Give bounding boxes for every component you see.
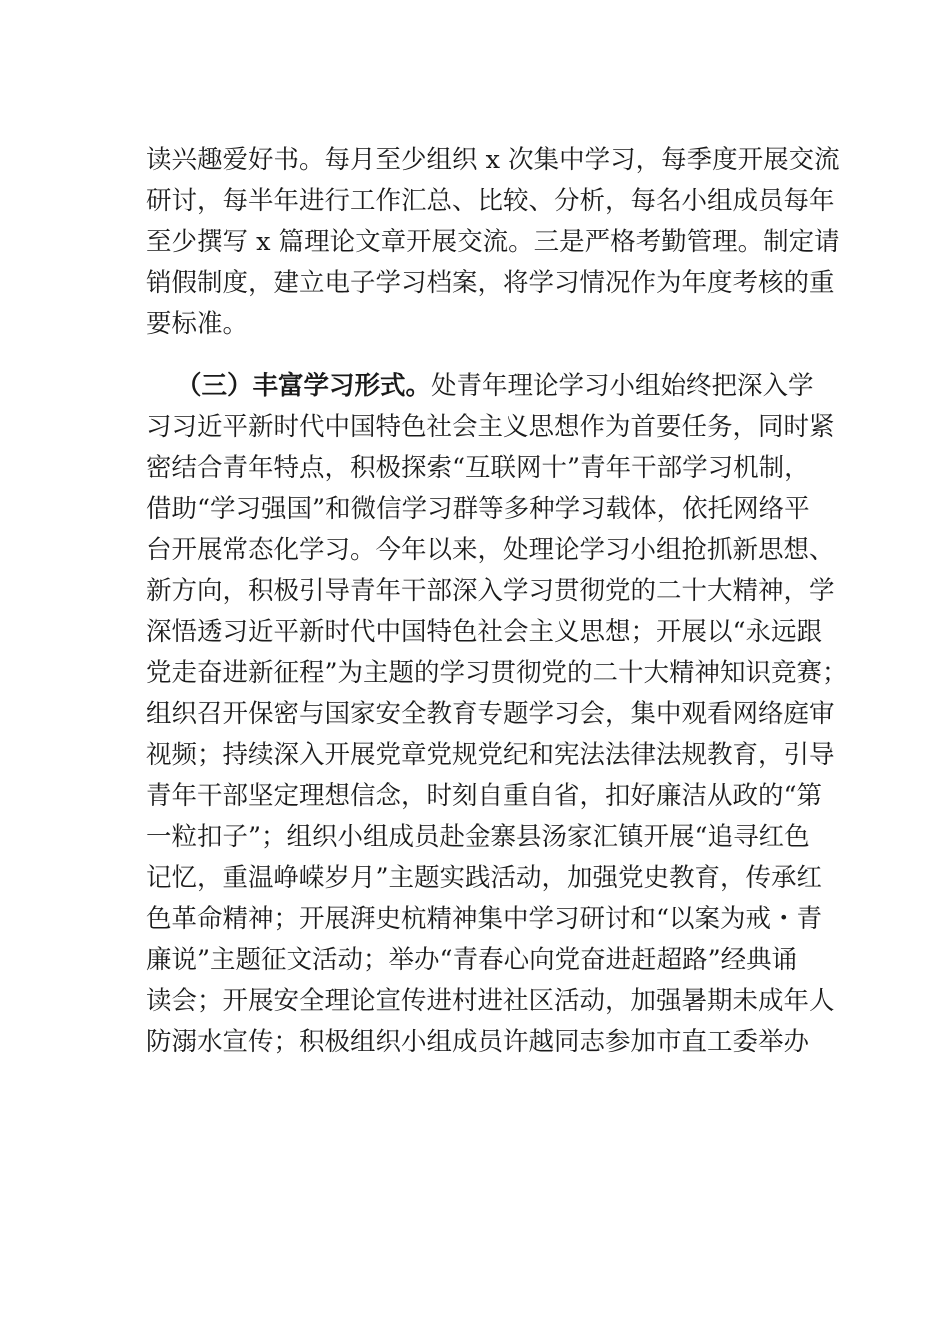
paragraph-study-management [146, 140, 840, 345]
text-line: 研讨，每半年进行工作汇总、比较、分析，每名小组成员每年 [146, 186, 835, 216]
text-line: 要标准。 [146, 309, 249, 339]
text-line: 新方向，积极引导青年干部深入学习贯彻党的二十大精神，学 [146, 576, 835, 606]
text-line: 组织召开保密与国家安全教育专题学习会，集中观看网络庭审 [146, 699, 835, 729]
text-line: 防溺水宣传；积极组织小组成员许越同志参加市直工委举办 [146, 1027, 810, 1057]
text-line: 一粒扣子”；组织小组成员赴金寨县汤家汇镇开展“追寻红色 [146, 822, 810, 852]
text-line: 廉说”主题征文活动；举办“青春心向党奋进赶超路”经典诵 [146, 945, 798, 975]
text-line: 党走奋进新征程”为主题的学习贯彻党的二十大精神知识竞赛； [146, 658, 848, 688]
text-line: 读会；开展安全理论宣传进村进社区活动，加强暑期未成年人 [146, 986, 835, 1016]
text-line: 色革命精神；开展湃史杭精神集中学习研讨和“以案为戒・青 [146, 904, 823, 934]
paragraph-study-forms [146, 366, 848, 1063]
paragraph-first-line [146, 366, 836, 407]
text-line: 读兴趣爱好书。每月至少组织 x 次集中学习，每季度开展交流 [146, 145, 840, 175]
text-line: 台开展常态化学习。今年以来，处理论学习小组抢抓新思想、 [146, 535, 835, 565]
text-line: 借助“学习强国”和微信学习群等多种学习载体，依托网络平 [146, 494, 810, 524]
text-line: 视频；持续深入开展党章党规党纪和宪法法律法规教育，引导 [146, 740, 835, 770]
section-heading: （三）丰富学习形式。 [176, 371, 432, 401]
text-line: 深悟透习近平新时代中国特色社会主义思想；开展以“永远跟 [146, 617, 823, 647]
text-line: 销假制度，建立电子学习档案，将学习情况作为年度考核的重 [146, 268, 835, 298]
text-line-rest: 处青年理论学习小组始终把深入学 [431, 371, 814, 401]
text-line: 密结合青年特点，积极探索“互联网十”青年干部学习机制， [146, 453, 810, 483]
text-line: 习习近平新时代中国特色社会主义思想作为首要任务，同时紧 [146, 412, 835, 442]
text-line: 青年干部坚定理想信念，时刻自重自省，扣好廉洁从政的“第 [146, 781, 823, 811]
text-line: 至少撰写 x 篇理论文章开展交流。三是严格考勤管理。制定请 [146, 227, 840, 257]
text-line: 记忆，重温峥嵘岁月”主题实践活动，加强党史教育，传承红 [146, 863, 823, 893]
